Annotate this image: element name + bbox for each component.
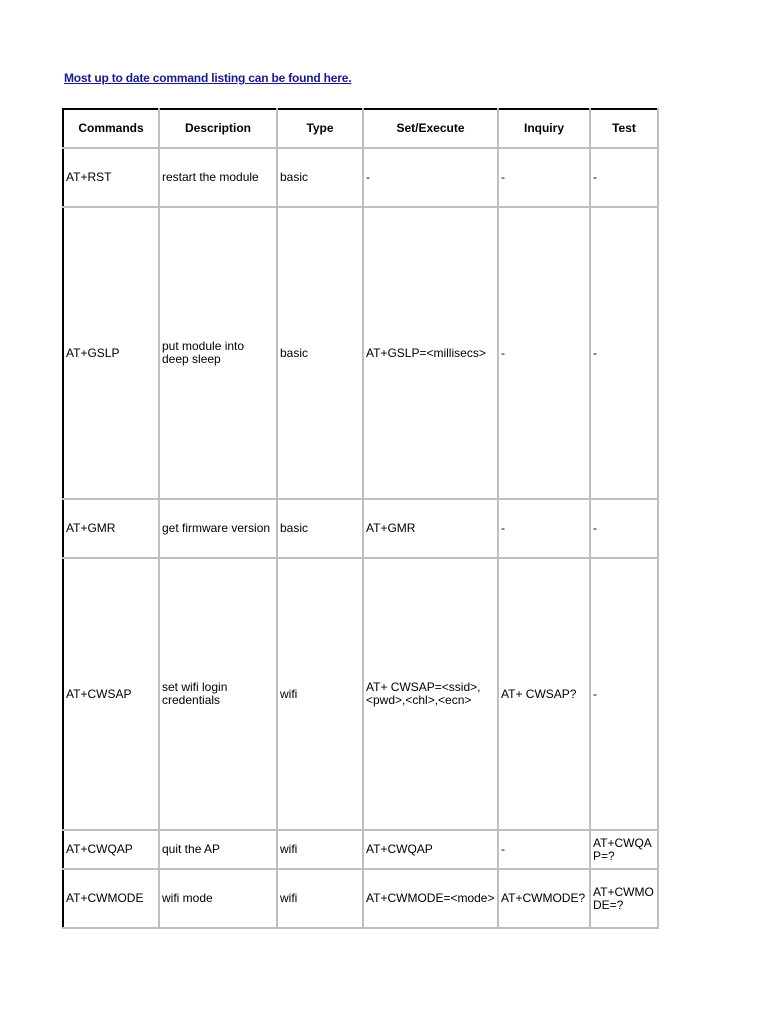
command-cell: AT+GSLP [63, 207, 159, 499]
description-cell: set wifi login credentials [159, 558, 277, 830]
table-header-row [63, 109, 658, 148]
set-execute-cell: AT+GMR [363, 499, 498, 558]
command-listing-link[interactable]: Most up to date command listing can be found here. [64, 71, 352, 85]
command-cell: AT+RST [63, 148, 159, 207]
inquiry-cell: - [498, 499, 590, 558]
table-row [63, 148, 658, 207]
table-row [63, 830, 658, 869]
description-cell: get firmware version [159, 499, 277, 558]
test-cell: AT+CWMODE=? [590, 869, 658, 928]
command-cell: AT+GMR [63, 499, 159, 558]
inquiry-cell: AT+CWMODE? [498, 869, 590, 928]
header-commands: Commands [63, 109, 159, 148]
type-cell: wifi [277, 830, 363, 869]
header-set-execute: Set/Execute [363, 109, 498, 148]
commands-table [62, 108, 659, 929]
table-row [63, 558, 658, 830]
description-cell: quit the AP [159, 830, 277, 869]
set-execute-cell: AT+CWQAP [363, 830, 498, 869]
set-execute-cell: - [363, 148, 498, 207]
type-cell: wifi [277, 558, 363, 830]
inquiry-cell: - [498, 207, 590, 499]
set-execute-cell: AT+ CWSAP=<ssid>,<pwd>,<chl>,<ecn> [363, 558, 498, 830]
inquiry-cell: AT+ CWSAP? [498, 558, 590, 830]
table-row [63, 499, 658, 558]
type-cell: basic [277, 148, 363, 207]
type-cell: basic [277, 207, 363, 499]
table-row [63, 869, 658, 928]
header-type: Type [277, 109, 363, 148]
description-cell: put module into deep sleep [159, 207, 277, 499]
test-cell: - [590, 558, 658, 830]
set-execute-cell: AT+GSLP=<millisecs> [363, 207, 498, 499]
test-cell: AT+CWQAP=? [590, 830, 658, 869]
type-cell: wifi [277, 869, 363, 928]
description-cell: wifi mode [159, 869, 277, 928]
header-inquiry: Inquiry [498, 109, 590, 148]
set-execute-cell: AT+CWMODE=<mode> [363, 869, 498, 928]
command-cell: AT+CWQAP [63, 830, 159, 869]
header-description: Description [159, 109, 277, 148]
command-cell: AT+CWSAP [63, 558, 159, 830]
inquiry-cell: - [498, 830, 590, 869]
inquiry-cell: - [498, 148, 590, 207]
command-cell: AT+CWMODE [63, 869, 159, 928]
test-cell: - [590, 148, 658, 207]
test-cell: - [590, 207, 658, 499]
description-cell: restart the module [159, 148, 277, 207]
test-cell: - [590, 499, 658, 558]
header-test: Test [590, 109, 658, 148]
table-row [63, 207, 658, 499]
type-cell: basic [277, 499, 363, 558]
